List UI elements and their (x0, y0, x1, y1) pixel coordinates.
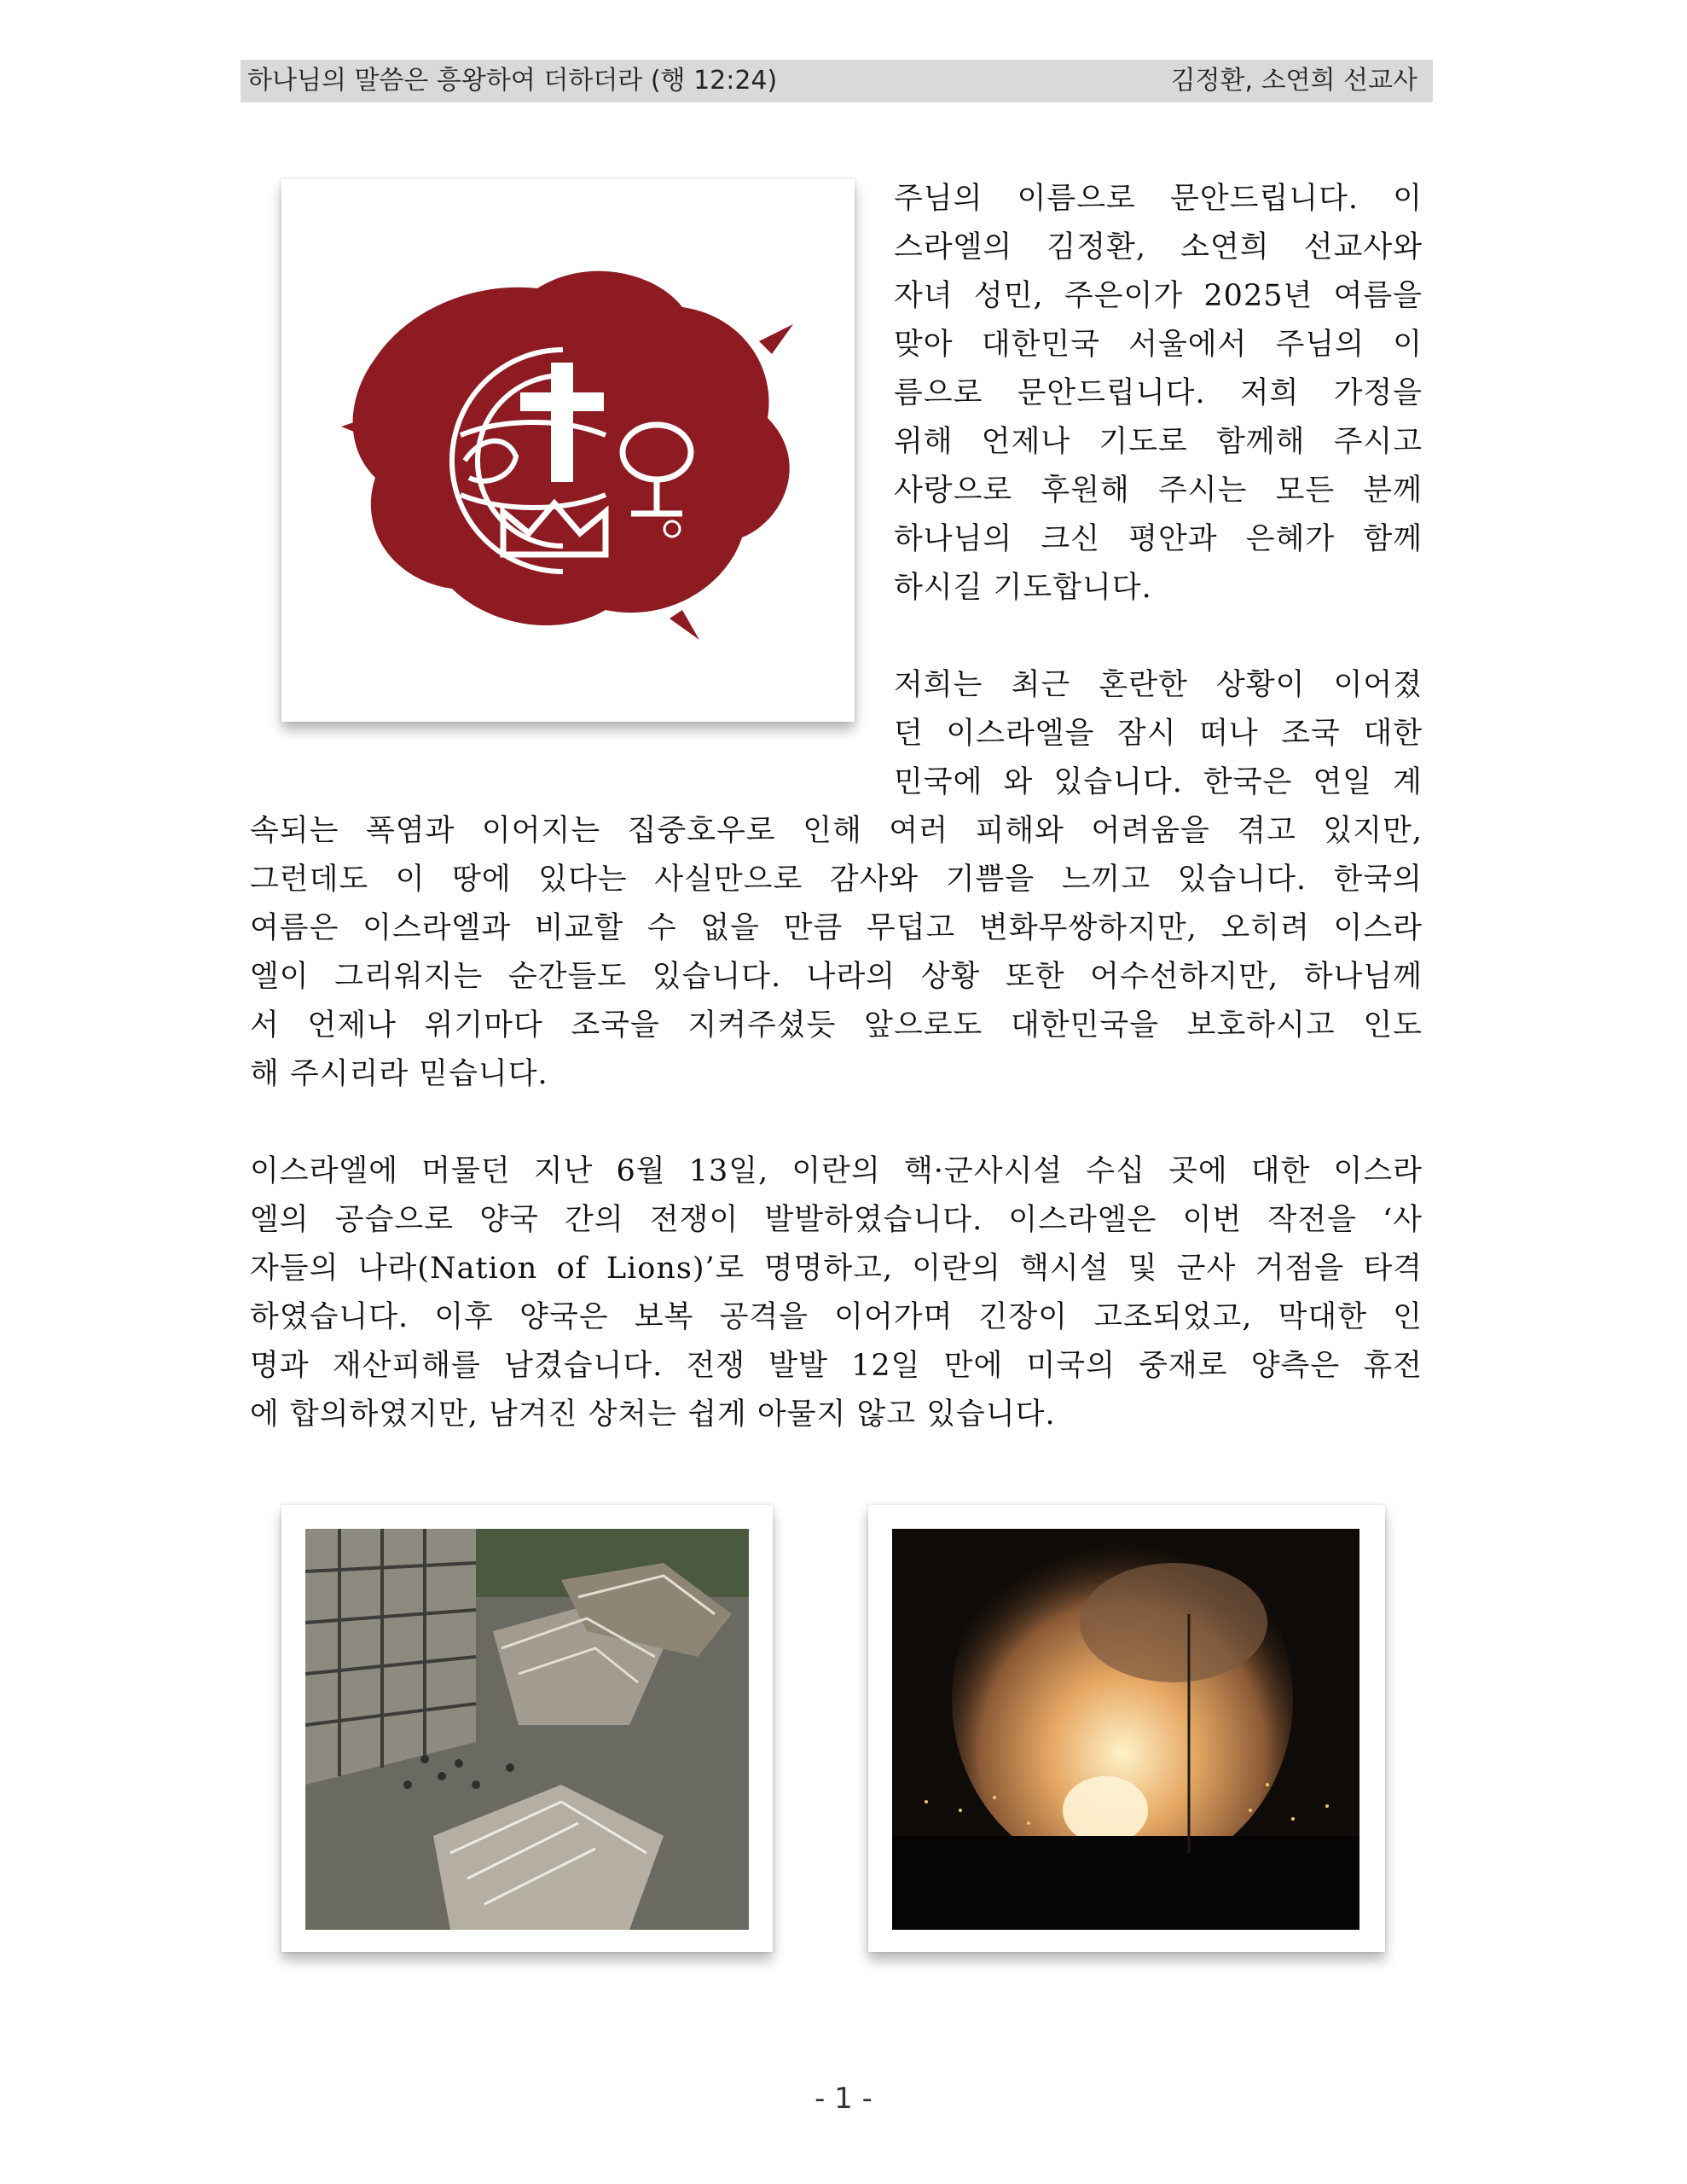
rubble-photo (305, 1529, 749, 1930)
text-line: 하나님의 크신 평안과 은혜가 함께 (894, 522, 1423, 556)
header-author: 김정환, 소연희 선교사 (1170, 66, 1417, 96)
text-line: 위해 언제나 기도로 함께해 주시고 (894, 425, 1423, 459)
text-line: 속되는 폭염과 이어지는 집중호우로 인해 여러 피해와 어려움을 겪고 있지만, (250, 814, 1423, 848)
text-line: 름으로 문안드립니다. 저희 가정을 (894, 376, 1423, 410)
text-line: 여름은 이스라엘과 비교할 수 없을 만큼 무덥고 변화무쌍하지만, 오히려 이스라 (250, 911, 1423, 945)
text-line: 엘의 공습으로 양국 간의 전쟁이 발발하였습니다. 이스라엘은 이번 작전을 ‘사 (250, 1203, 1423, 1237)
text-line: 사랑으로 후원해 주시는 모든 분께 (894, 473, 1423, 508)
text-line: 자들의 나라(Nation of Lions)’로 명명하고, 이란의 핵시설 및 군사 거점을 타격 (250, 1252, 1423, 1286)
page-number: - 1 - (815, 2082, 872, 2116)
church-logo-image (281, 179, 855, 722)
text-line: 그런데도 이 땅에 있다는 사실만으로 감사와 기쁨을 느끼고 있습니다. 한국의 (250, 863, 1423, 897)
text-line: 민국에 와 있습니다. 한국은 연일 계 (894, 765, 1423, 799)
explosion-photo-frame (868, 1505, 1385, 1952)
text-line: 맞아 대한민국 서울에서 주님의 이 (894, 328, 1423, 362)
text-line: 저희는 최근 혼란한 상황이 이어졌 (894, 668, 1423, 702)
paragraph-3 (250, 1147, 1423, 1439)
text-line: 해 주시리라 믿습니다. (250, 1057, 548, 1091)
text-line: 하시길 기도합니다. (894, 571, 1152, 605)
text-line: 서 언제나 위기마다 조국을 지켜주셨듯 앞으로도 대한민국을 보호하시고 인도 (250, 1008, 1423, 1043)
paragraph-2-full (250, 807, 1423, 1099)
text-line: 던 이스라엘을 잠시 떠나 조국 대한 (894, 717, 1423, 751)
text-line: 엘이 그리워지는 순간들도 있습니다. 나라의 상황 또한 어수선하지만, 하나님께 (250, 960, 1423, 994)
paragraph-2-column (894, 661, 1423, 807)
explosion-photo (892, 1529, 1359, 1930)
text-line: 이스라엘에 머물던 지난 6월 13일, 이란의 핵·군사시설 수십 곳에 대한 이스라 (250, 1154, 1423, 1188)
rubble-photo-frame (281, 1505, 773, 1952)
intro-paragraph (894, 175, 1423, 613)
logo-frame (281, 179, 855, 722)
text-line: 주님의 이름으로 문안드립니다. 이 (894, 182, 1423, 216)
text-line: 에 합의하였지만, 남겨진 상처는 쉽게 아물지 않고 있습니다. (250, 1397, 1056, 1432)
header-title: 하나님의 말씀은 흥왕하여 더하더라 (행 12:24) (247, 66, 778, 96)
page-header (241, 60, 1433, 102)
text-line: 스라엘의 김정환, 소연희 선교사와 (894, 230, 1423, 264)
text-line: 자녀 성민, 주은이가 2025년 여름을 (894, 279, 1423, 313)
text-line: 하였습니다. 이후 양국은 보복 공격을 이어가며 긴장이 고조되었고, 막대한 인 (250, 1300, 1423, 1334)
text-line: 명과 재산피해를 남겼습니다. 전쟁 발발 12일 만에 미국의 중재로 양측은 휴전 (250, 1349, 1423, 1383)
